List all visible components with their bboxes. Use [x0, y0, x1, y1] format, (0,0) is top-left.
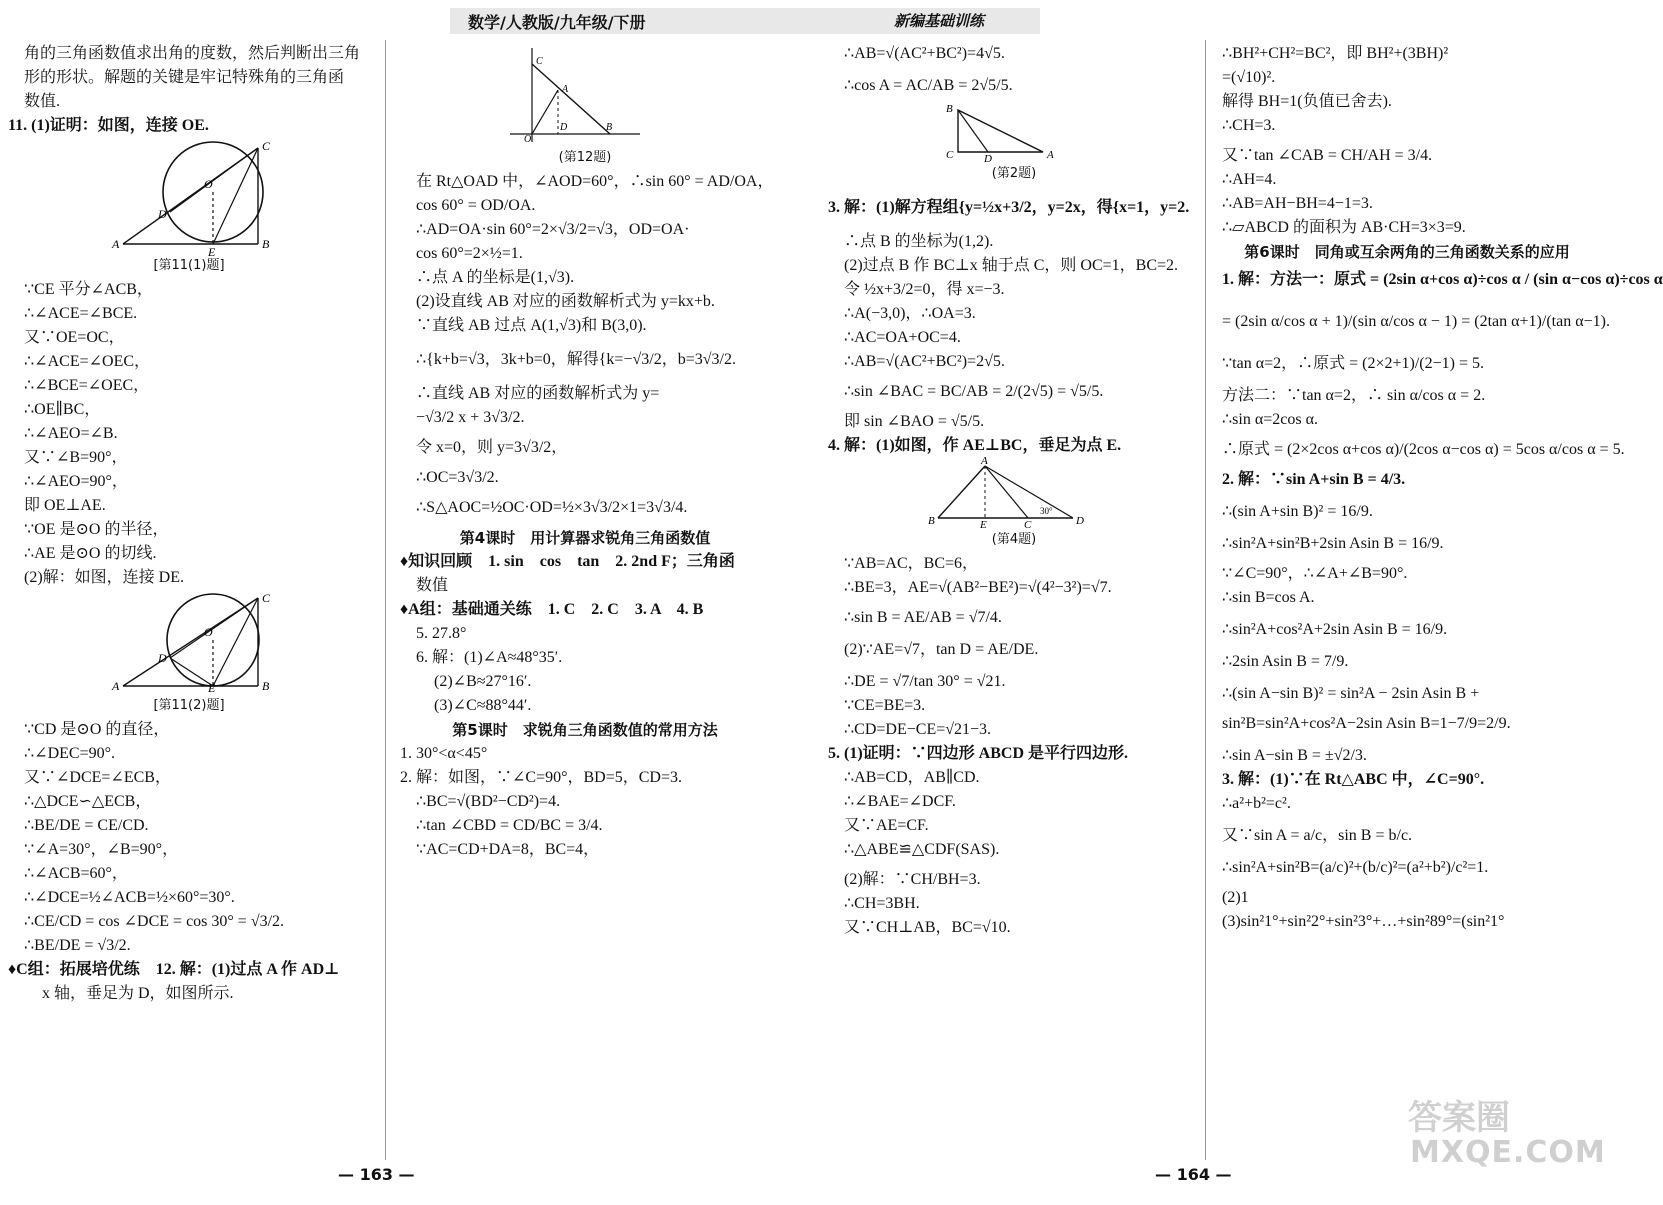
- text-line: ∴AD=OA·sin 60°=2×√3/2=√3，OD=OA·: [416, 221, 690, 238]
- label-b: B: [262, 237, 270, 251]
- page-number-right: — 164 —: [1155, 1165, 1232, 1184]
- text-line: ∴S△AOC=½OC·OD=½×3√3/2×1=3√3/4.: [416, 499, 688, 516]
- text-line: ∴AB=√(AC²+BC²)=4√5.: [844, 45, 1005, 62]
- label-e: E: [208, 681, 216, 695]
- column-divider: [385, 40, 386, 1160]
- figure-caption: [第11(2)题]: [153, 698, 225, 713]
- text-line: sin²B=sin²A+cos²A−2sin Asin B=1−7/9=2/9.: [1222, 715, 1511, 732]
- text-line: (2)过点 B 作 BC⊥x 轴于点 C，则 OC=1，BC=2.: [844, 257, 1179, 274]
- text-line: 6. 解：(1)∠A≈48°35′.: [416, 649, 563, 666]
- watermark-logo: 答案圈: [1408, 1098, 1510, 1138]
- text-line: ∴CD=DE−CE=√21−3.: [844, 721, 992, 738]
- text-line: ∴sin B=cos A.: [1222, 589, 1315, 606]
- watermark-url: MXQE.COM: [1410, 1135, 1606, 1170]
- text-line: ∴sin ∠BAC = BC/AB = 2/(2√5) = √5/5.: [844, 383, 1104, 400]
- text-line: 又∵CH⊥AB，BC=√10.: [844, 919, 1011, 936]
- text-line: ∴cos A = AC/AB = 2√5/5.: [844, 77, 1013, 94]
- text-line: 方法二：∵tan α=2，∴ sin α/cos α = 2.: [1222, 387, 1486, 404]
- label-d: D: [1076, 515, 1084, 527]
- text-line: 3. 解：(1)解方程组{y=½x+3/2，y=2x，得{x=1，y=2.: [828, 199, 1190, 216]
- column-2: [400, 42, 774, 862]
- page-number-left: — 163 —: [338, 1165, 415, 1184]
- text-line: ∴直线 AB 对应的函数解析式为 y=: [416, 385, 660, 402]
- figure-4: [828, 455, 1200, 531]
- label-c: C: [536, 56, 543, 67]
- figure-caption: (第12题): [558, 150, 612, 165]
- text-line: 在 Rt△OAD 中，∠AOD=60°，∴sin 60° = AD/OA，: [416, 173, 774, 190]
- column-divider: [1205, 40, 1206, 1160]
- text-line: ∴BE=3，AE=√(AB²−BE²)=√(4²−3²)=√7.: [844, 579, 1112, 596]
- text-line: ∴AB=CD，AB∥CD.: [844, 769, 980, 786]
- text-line: ∵∠A=30°，∠B=90°，: [24, 841, 179, 858]
- text-line: ∴(sin A+sin B)² = 16/9.: [1222, 503, 1373, 520]
- text-line: 形的形状。解题的关键是牢记特殊角的三角函: [24, 69, 345, 86]
- text-line: ∴△DCE∽△ECB，: [24, 793, 152, 810]
- figure-caption: [第11(1)题]: [153, 258, 225, 273]
- figure-11-2-svg: [8, 591, 368, 695]
- figure-11-1: [8, 139, 370, 259]
- question-11: 11. (1)证明：如图，连接 OE.: [8, 117, 209, 134]
- label-d: D: [158, 207, 167, 221]
- column-3: [828, 42, 1200, 940]
- text-line: ∴DE = √7/tan 30° = √21.: [844, 673, 1006, 690]
- text-line: (2)∵AE=√7，tan D = AE/DE.: [844, 641, 1039, 658]
- text-line: ∴OC=3√3/2.: [416, 469, 499, 486]
- text-line: 1. 解：方法一：原式 = (2sin α+cos α)÷cos α / (sin α−cos α)÷cos α: [1222, 271, 1663, 288]
- label-c: C: [262, 139, 271, 153]
- figure-caption: (第4题): [991, 532, 1037, 547]
- text-line: (3)∠C≈88°44′.: [434, 697, 532, 714]
- section-heading: 第6课时 同角或互余两角的三角函数关系的应用: [1244, 243, 1570, 261]
- label-b: B: [262, 679, 270, 693]
- column-4: [1222, 42, 1663, 934]
- header-series: 新编基础训练: [894, 12, 985, 30]
- text-line: cos 60°=2×½=1.: [416, 245, 523, 262]
- text-line: 又∵sin A = a/c，sin B = b/c.: [1222, 827, 1413, 844]
- text-line: ∴AH=4.: [1222, 171, 1277, 188]
- text-line: (3)sin²1°+sin²2°+sin²3°+…+sin²89°=(sin²1°: [1222, 913, 1505, 930]
- text-line: ∴AC=OA+OC=4.: [844, 329, 961, 346]
- text-line: 2. 解：如图，∵∠C=90°，BD=5，CD=3.: [400, 769, 683, 786]
- label-a: A: [562, 84, 569, 95]
- section-heading: 第4课时 用计算器求锐角三角函数值: [459, 529, 711, 547]
- text-line: 角的三角函数值求出角的度数，然后判断出三角: [24, 45, 361, 62]
- figure-2-svg: [828, 100, 1200, 165]
- label-e: E: [208, 245, 216, 259]
- text-line: cos 60° = OD/OA.: [416, 197, 536, 214]
- c-group-heading: ♦C组：拓展培优练 12. 解：(1)过点 A 作 AD⊥: [8, 961, 340, 978]
- label-e: E: [980, 519, 987, 531]
- figure-2: [828, 100, 1200, 165]
- text-line: 数值: [416, 577, 449, 594]
- text-line: ∴∠ACE=∠OEC，: [24, 353, 151, 370]
- label-a: A: [112, 679, 120, 693]
- label-c: C: [262, 591, 271, 605]
- text-line: −√3/2 x + 3√3/2.: [416, 409, 525, 426]
- text-line: 1. 30°<α<45°: [400, 745, 488, 762]
- label-o: O: [204, 177, 213, 191]
- label-a: A: [981, 455, 988, 467]
- text-line: ∴AB=√(AC²+BC²)=2√5.: [844, 353, 1005, 370]
- label-d: D: [984, 153, 992, 165]
- text-line: ∵CE=BE=3.: [844, 697, 926, 714]
- figure-12-svg: [400, 44, 770, 144]
- angle-label: 30°: [1040, 506, 1053, 516]
- header-title: 数学/人教版/九年级/下册: [468, 13, 646, 32]
- text-line: ∴A(−3,0)，∴OA=3.: [844, 305, 976, 322]
- text-line: 又∵OE=OC，: [24, 329, 125, 346]
- text-line: ∵CD 是⊙O 的直径，: [24, 721, 170, 738]
- label-d: D: [560, 122, 568, 133]
- text-line: ∵AC=CD+DA=8，BC=4，: [416, 841, 600, 858]
- text-line: ∵直线 AB 过点 A(1,√3)和 B(3,0).: [416, 317, 647, 334]
- text-line: x 轴，垂足为 D，如图所示.: [42, 985, 234, 1002]
- text-line: ♦知识回顾 1. sin cos tan 2. 2nd F；三角函: [400, 553, 735, 570]
- label-o: O: [204, 625, 213, 639]
- text-line: (2)∠B≈27°16′.: [434, 673, 532, 690]
- text-line: ∴CE/CD = cos ∠DCE = cos 30° = √3/2.: [24, 913, 285, 930]
- text-line: 数值.: [24, 93, 61, 110]
- column-1: [8, 42, 370, 1006]
- label-a: A: [112, 237, 120, 251]
- figure-4-svg: [828, 455, 1200, 531]
- label-b: B: [606, 122, 613, 133]
- figure-12: [400, 44, 770, 144]
- text-line: ∴CH=3.: [1222, 117, 1276, 134]
- text-line: 又∵AE=CF.: [844, 817, 929, 834]
- text-line: ∴sin α=2cos α.: [1222, 411, 1318, 428]
- text-line: ∴点 A 的坐标是(1,√3).: [416, 269, 575, 286]
- text-line: ∴CH=3BH.: [844, 895, 920, 912]
- label-b: B: [946, 103, 953, 115]
- text-line: 又∵∠B=90°，: [24, 449, 128, 466]
- text-line: 解得 BH=1(负值已舍去).: [1222, 93, 1392, 110]
- figure-11-2: [8, 591, 370, 695]
- text-line: ∴AE 是⊙O 的切线.: [24, 545, 157, 562]
- text-line: ∴△ABE≌△CDF(SAS).: [844, 841, 1000, 858]
- text-line: ∴a²+b²=c².: [1222, 795, 1291, 812]
- text-line: 即 sin ∠BAO = √5/5.: [844, 413, 985, 430]
- text-line: ∵∠C=90°，∴∠A+∠B=90°.: [1222, 565, 1408, 582]
- text-line: ∴∠ACB=60°，: [24, 865, 128, 882]
- label-d: D: [158, 651, 167, 665]
- text-line: ∵CE 平分∠ACB，: [24, 281, 153, 298]
- text-line: 4. 解：(1)如图，作 AE⊥BC，垂足为点 E.: [828, 437, 1122, 454]
- label-b: B: [928, 515, 935, 527]
- text-line: =(√10)².: [1222, 69, 1276, 86]
- text-line: ∴∠DEC=90°.: [24, 745, 116, 762]
- text-line: 令 x=0，则 y=3√3/2，: [416, 439, 568, 456]
- text-line: = (2sin α/cos α + 1)/(sin α/cos α − 1) = (2tan α+1)/(tan α−1).: [1222, 313, 1610, 330]
- text-line: 又∵∠DCE=∠ECB，: [24, 769, 171, 786]
- text-line: 2. 解：∵sin A+sin B = 4/3.: [1222, 471, 1406, 488]
- text-line: ∴BH²+CH²=BC²，即 BH²+(3BH)²: [1222, 45, 1449, 62]
- text-line: ∵AB=AC，BC=6，: [844, 555, 979, 572]
- text-line: ∴sin²A+cos²A+2sin Asin B = 16/9.: [1222, 621, 1448, 638]
- text-line: (2)解：∵CH/BH=3.: [844, 871, 981, 888]
- text-line: ∴BE/DE = CE/CD.: [24, 817, 149, 834]
- text-line: (2)设直线 AB 对应的函数解析式为 y=kx+b.: [416, 293, 715, 310]
- text-line: ∴∠AEO=90°，: [24, 473, 128, 490]
- text-line: ∴点 B 的坐标为(1,2).: [844, 233, 994, 250]
- text-line: ∴{k+b=√3，3k+b=0，解得{k=−√3/2，b=3√3/2.: [416, 351, 736, 368]
- label-c: C: [946, 149, 954, 161]
- a-group-heading: ♦A组：基础通关练 1. C 2. C 3. A 4. B: [400, 601, 704, 618]
- text-line: ∴OE∥BC，: [24, 401, 101, 418]
- text-line: 令 ½x+3/2=0，得 x=−3.: [844, 281, 1005, 298]
- text-line: ∵OE 是⊙O 的半径，: [24, 521, 169, 538]
- text-line: ∴sin²A+sin²B=(a/c)²+(b/c)²=(a²+b²)/c²=1.: [1222, 859, 1489, 876]
- text-line: 5. 27.8°: [416, 625, 467, 642]
- section-heading: 第5课时 求锐角三角函数值的常用方法: [452, 721, 718, 739]
- text-line: ∴原式 = (2×2cos α+cos α)/(2cos α−cos α) = 5cos α/cos α = 5.: [1222, 441, 1625, 458]
- text-line: ∴∠AEO=∠B.: [24, 425, 118, 442]
- text-line: ∴∠DCE=½∠ACB=½×60°=30°.: [24, 889, 235, 906]
- text-line: ∴BE/DE = √3/2.: [24, 937, 131, 954]
- text-line: ∴∠ACE=∠BCE.: [24, 305, 138, 322]
- label-a: A: [1047, 149, 1054, 161]
- text-line: ∴2sin Asin B = 7/9.: [1222, 653, 1349, 670]
- text-line: ∴AB=AH−BH=4−1=3.: [1222, 195, 1373, 212]
- figure-caption: (第2题): [991, 166, 1037, 181]
- text-line: ∴sin²A+sin²B+2sin Asin B = 16/9.: [1222, 535, 1444, 552]
- text-line: 3. 解：(1)∵在 Rt△ABC 中，∠C=90°.: [1222, 771, 1485, 788]
- figure-11-1-svg: [8, 139, 368, 259]
- text-line: (2)解：如图，连接 DE.: [24, 569, 184, 586]
- text-line: ∴▱ABCD 的面积为 AB·CH=3×3=9.: [1222, 219, 1466, 236]
- label-o: O: [524, 134, 532, 145]
- text-line: ∵tan α=2，∴原式 = (2×2+1)/(2−1) = 5.: [1222, 355, 1485, 372]
- text-line: ∴∠BCE=∠OEC，: [24, 377, 150, 394]
- text-line: 又∵tan ∠CAB = CH/AH = 3/4.: [1222, 147, 1433, 164]
- text-line: ∴sin A−sin B = ±√2/3.: [1222, 747, 1367, 764]
- text-line: 即 OE⊥AE.: [24, 497, 106, 514]
- text-line: ∴(sin A−sin B)² = sin²A − 2sin Asin B +: [1222, 685, 1480, 702]
- text-line: ∴∠BAE=∠DCF.: [844, 793, 956, 810]
- text-line: (2)1: [1222, 889, 1249, 906]
- text-line: 5. (1)证明：∵四边形 ABCD 是平行四边形.: [828, 745, 1128, 762]
- label-c: C: [1024, 519, 1032, 531]
- text-line: ∴tan ∠CBD = CD/BC = 3/4.: [416, 817, 603, 834]
- text-line: ∴sin B = AE/AB = √7/4.: [844, 609, 1002, 626]
- text-line: ∴BC=√(BD²−CD²)=4.: [416, 793, 561, 810]
